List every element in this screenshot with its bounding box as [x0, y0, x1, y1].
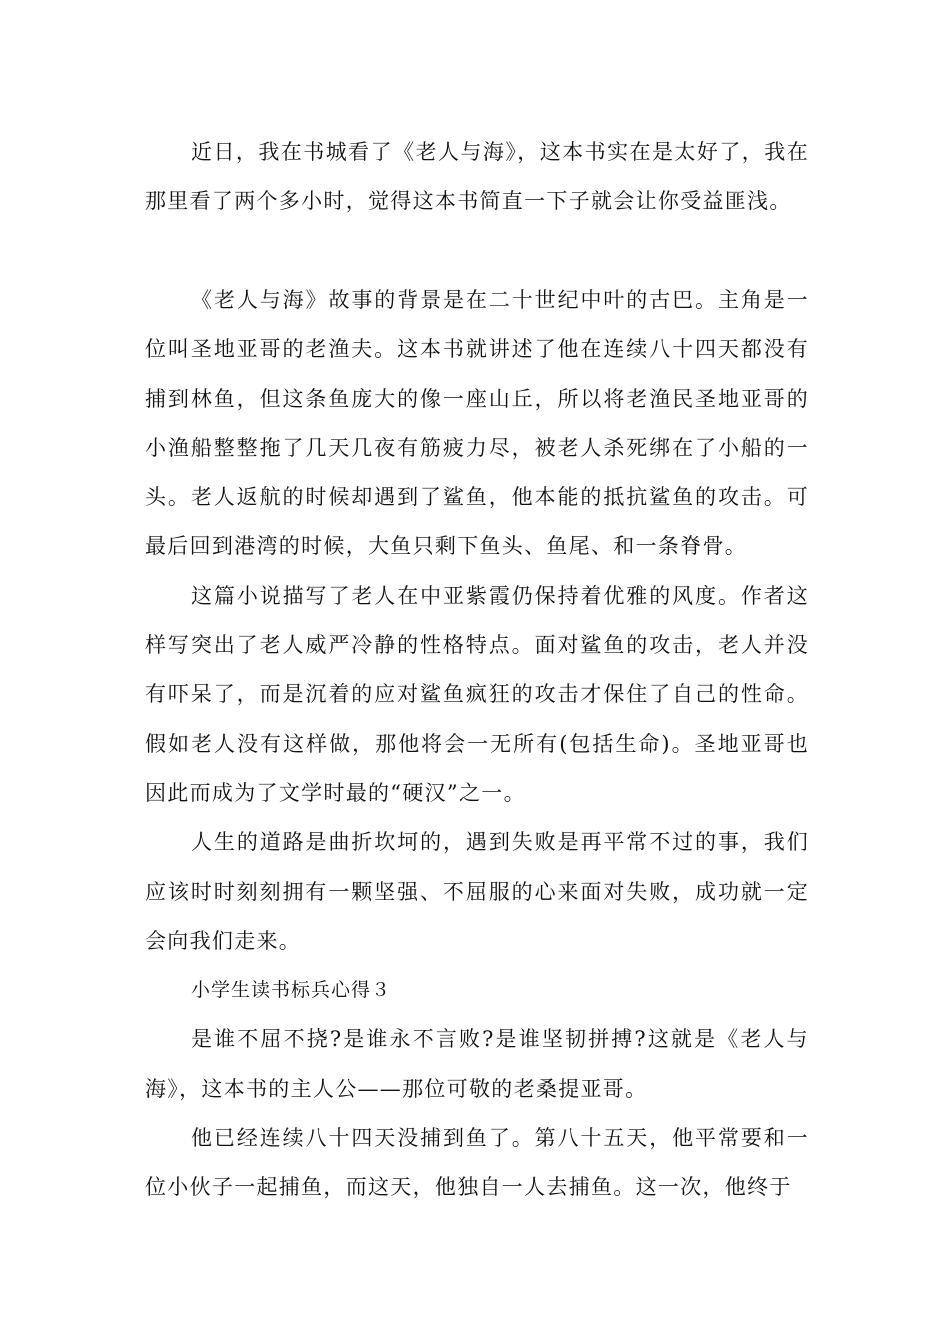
- paragraph-questions: 是谁不屈不挠?是谁永不言败?是谁坚韧拼搏?这就是《老人与海》，这本书的主人公——那位可敬的老桑提亚哥。: [145, 1027, 809, 1101]
- paragraph-story-background: 《老人与海》故事的背景是在二十世纪中叶的古巴。主角是一位叫圣地亚哥的老渔夫。这本书就讲述了他在连续八十四天都没有捕到林鱼，但这条鱼庞大的像一座山丘，所以将老渔民圣地亚哥的小渔船整整拖了几天几夜有筋疲力尽，被老人杀死绑在了小船的一头。老人返航的时候却遇到了鲨鱼，他本能的抵抗鲨鱼的攻击。可最后回到港湾的时候，大鱼只剩下鱼头、鱼尾、和一条脊骨。: [145, 288, 809, 559]
- intro-block: [145, 128, 809, 227]
- section-heading: 小学生读书标兵心得３: [191, 979, 392, 1002]
- paragraph-character-analysis: 这篇小说描写了老人在中亚紫霞仍保持着优雅的风度。作者这样写突出了老人威严冷静的性格特点。面对鲨鱼的攻击，老人并没有吓呆了，而是沉着的应对鲨鱼疯狂的攻击才保住了自己的性命。假如老人没有这样做，那他将会一无所有(包括生命)。圣地亚哥也因此而成为了文学时最的“硬汉”之一。: [145, 583, 809, 805]
- body-block: [145, 276, 809, 1213]
- paragraph-life-lesson: 人生的道路是曲折坎坷的，遇到失败是再平常不过的事，我们应该时时刻刻拥有一颗坚强、不屈服的心来面对失败，成功就一定会向我们走来。: [145, 830, 809, 953]
- paragraph-intro: 近日，我在书城看了《老人与海》，这本书实在是太好了，我在那里看了两个多小时，觉得这本书简直一下子就会让你受益匪浅。: [145, 140, 809, 214]
- paragraph-fishing-story: 他已经连续八十四天没捕到鱼了。第八十五天，他平常要和一位小伙子一起捕鱼，而这天，他独自一人去捕鱼。这一次，他终于: [145, 1126, 809, 1200]
